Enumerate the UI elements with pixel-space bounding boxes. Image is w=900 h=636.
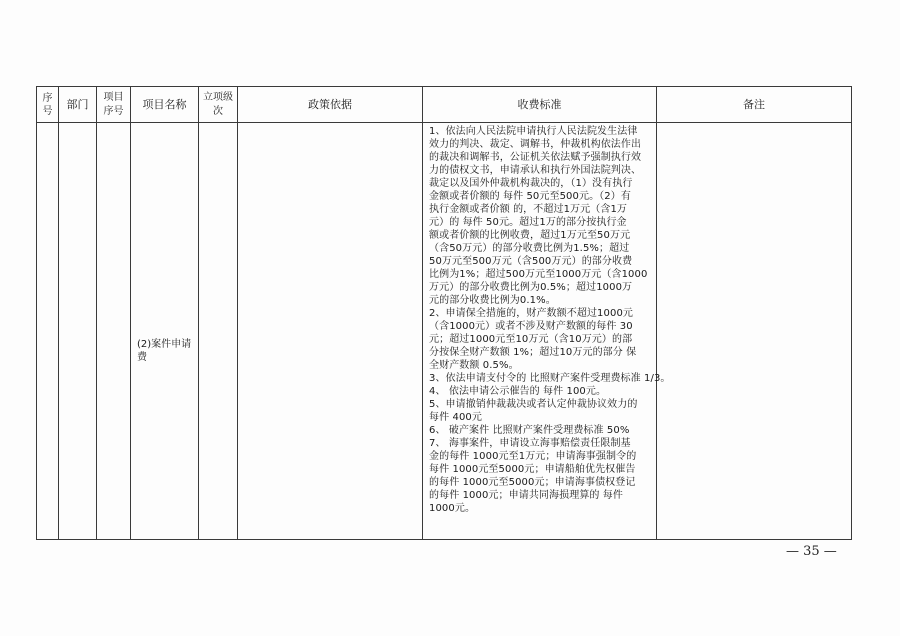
- item-name-text: (2)案件申请费: [137, 339, 192, 363]
- fee-standard-line: 7、 海事案件，申请设立海事赔偿责任限制基: [429, 438, 631, 449]
- fee-standard-line: 的每件 1000元至5000元；申请海事债权登记: [429, 477, 636, 488]
- cell-item-seq: [97, 123, 131, 540]
- fee-standard-line: 效力的判决、裁定、调解书，仲裁机构依法作出: [429, 139, 642, 150]
- cell-item-name: [131, 123, 199, 540]
- header-item-name: 项目名称: [131, 87, 199, 123]
- header-dept: 部门: [59, 87, 97, 123]
- cell-dept: [59, 123, 97, 540]
- header-fee-standard: 收费标准: [423, 87, 657, 123]
- fee-standard-line: 金的每件 1000元至1万元；申请海事强制令的: [429, 451, 637, 462]
- fee-standard-line: 力的债权文书，申请承认和执行外国法院判决、: [429, 165, 642, 176]
- fee-standard-line: 每件 1000元至5000元；申请船舶优先权催告: [429, 464, 636, 475]
- fee-standard-line: 分按保全财产数额 1%；超过10万元的部分 保: [429, 347, 637, 358]
- fee-standard-line: 的裁决和调解书，公证机关依法赋予强制执行效: [429, 152, 642, 163]
- cell-policy-basis: [238, 123, 423, 540]
- fee-standard-text: [429, 125, 671, 515]
- cell-fee-standard: [423, 123, 671, 540]
- fee-standard-line: 万元）的部分收费比例为0.5%；超过1000万: [429, 282, 633, 293]
- fee-standard-line: （含50万元）的部分收费比例为1.5%；超过: [429, 243, 630, 254]
- fee-standard-line: 的每件 1000元；申请共同海损理算的 每件: [429, 490, 624, 501]
- fee-standard-line: 2、申请保全措施的，财产数额不超过1000元: [429, 308, 634, 319]
- header-remarks: 备注: [657, 87, 852, 123]
- fee-standard-line: 50万元至500万元（含500万元）的部分收费: [429, 256, 633, 267]
- fee-standard-line: 3、依法申请支付令的 比照财产案件受理费标准 1/3。: [429, 373, 671, 384]
- cell-seq: [37, 123, 59, 540]
- cell-remarks: [657, 123, 852, 540]
- fee-standard-line: 5、申请撤销仲裁裁决或者认定仲裁协议效力的: [429, 399, 638, 410]
- header-policy-basis: 政策依据: [238, 87, 423, 123]
- header-approval-level: 立项级次: [199, 87, 238, 123]
- fee-standard-line: 比例为1%；超过500万元至1000万元（含1000: [429, 269, 648, 280]
- table-header-row: [37, 87, 852, 123]
- fee-standard-line: 元的部分收费比例为0.1%。: [429, 295, 556, 306]
- fee-standard-line: 金额或者价额的 每件 50元至500元。（2）有: [429, 191, 631, 202]
- fee-standard-line: 裁定以及国外仲裁机构裁决的，（1）没有执行: [429, 178, 633, 189]
- fee-table: [36, 86, 852, 540]
- fee-standard-line: 1000元。: [429, 503, 476, 514]
- table-row: [37, 123, 852, 540]
- fee-standard-line: 额或者价额的比例收费，超过1万元至50万元: [429, 230, 631, 241]
- page-number: — 35 —: [786, 544, 837, 559]
- fee-standard-line: 1、依法向人民法院申请执行人民法院发生法律: [429, 126, 638, 137]
- cell-approval-level: [199, 123, 238, 540]
- fee-standard-line: 6、 破产案件 比照财产案件受理费标准 50%: [429, 425, 630, 436]
- fee-standard-line: 元；超过1000元至10万元（含10万元）的部: [429, 334, 633, 345]
- header-item-seq: 项目序号: [97, 87, 131, 123]
- fee-standard-line: 全财产数额 0.5%。: [429, 360, 519, 371]
- fee-standard-line: 执行金额或者价额 的，不超过1万元（含1万: [429, 204, 628, 215]
- fee-standard-line: 元）的 每件 50元。超过1万的部分按执行金: [429, 217, 627, 228]
- fee-standard-line: （含1000元）或者不涉及财产数额的每件 30: [429, 321, 633, 332]
- fee-standard-line: 4、 依法申请公示催告的 每件 100元。: [429, 386, 607, 397]
- fee-standard-line: 每件 400元: [429, 412, 482, 423]
- header-seq: 序号: [37, 87, 59, 123]
